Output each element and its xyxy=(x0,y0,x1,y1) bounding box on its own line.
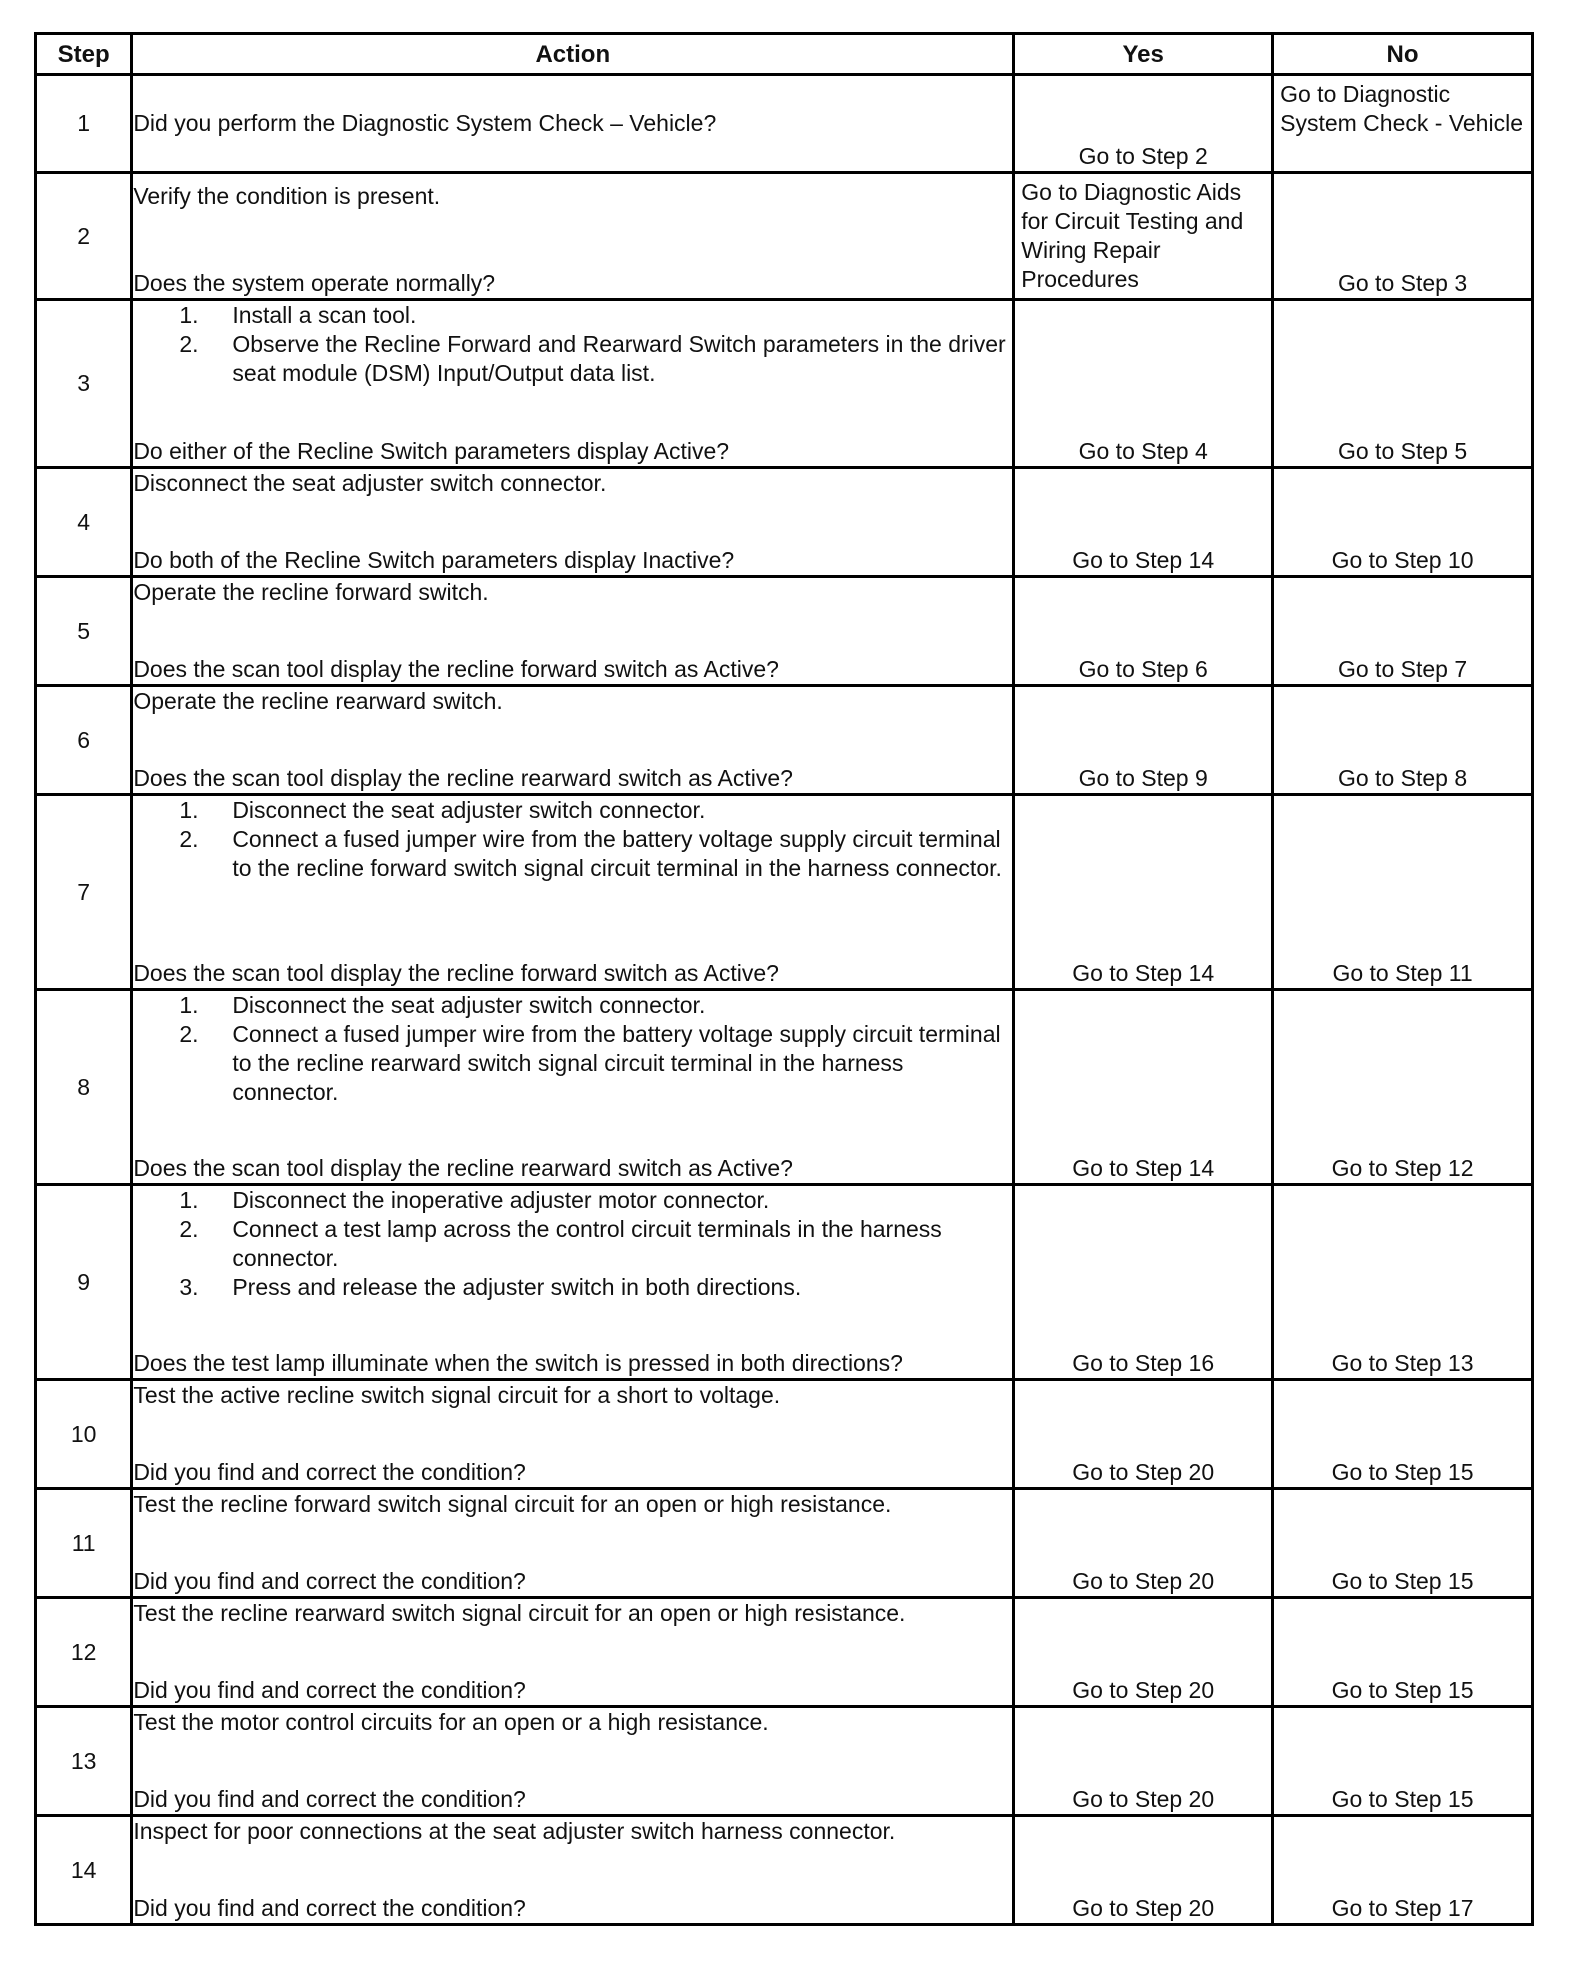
action-question: Do both of the Recline Switch parameters display Inactive? xyxy=(133,547,735,573)
no-cell: Go to Step 15 xyxy=(1273,1380,1533,1489)
yes-cell: Go to Step 6 xyxy=(1014,577,1273,686)
no-cell: Go to Step 10 xyxy=(1273,468,1533,577)
action-cell xyxy=(132,1185,1014,1380)
table-row xyxy=(36,1707,1533,1816)
header-row xyxy=(36,34,1533,75)
action-cell xyxy=(132,1598,1014,1707)
table-row xyxy=(36,686,1533,795)
step-number: 10 xyxy=(36,1380,132,1489)
yes-cell: Go to Step 20 xyxy=(1014,1380,1273,1489)
no-cell: Go to Diagnostic System Check - Vehicle xyxy=(1273,75,1533,173)
list-item: 3. Press and release the adjuster switch in both directions. xyxy=(179,1274,802,1300)
action-instruction: Test the active recline switch signal circuit for a short to voltage. xyxy=(133,1382,781,1408)
list-item: 2. Connect a test lamp across the control circuit terminals in the harness connector. xyxy=(179,1216,942,1271)
action-steps-list xyxy=(133,1186,1012,1302)
action-instruction: Operate the recline forward switch. xyxy=(133,579,489,605)
action-cell xyxy=(132,173,1014,300)
action-steps-list xyxy=(133,796,1012,883)
step-number: 7 xyxy=(36,795,132,990)
step-number: 12 xyxy=(36,1598,132,1707)
header-step: Step xyxy=(36,34,132,75)
yes-cell: Go to Step 16 xyxy=(1014,1185,1273,1380)
action-cell xyxy=(132,1707,1014,1816)
step-number: 9 xyxy=(36,1185,132,1380)
no-cell: Go to Step 15 xyxy=(1273,1707,1533,1816)
action-cell xyxy=(132,1816,1014,1925)
no-cell: Go to Step 15 xyxy=(1273,1489,1533,1598)
yes-cell: Go to Diagnostic Aids for Circuit Testing and Wiring Repair Procedures xyxy=(1014,173,1273,300)
action-instruction: Verify the condition is present. xyxy=(133,183,441,209)
action-question: Did you find and correct the condition? xyxy=(133,1568,526,1594)
no-cell: Go to Step 12 xyxy=(1273,990,1533,1185)
list-item: 2. Connect a fused jumper wire from the battery voltage supply circuit terminal to the recline rearward switch signal circuit terminal in the harness connector. xyxy=(179,1021,1001,1105)
list-item: 1. Disconnect the seat adjuster switch connector. xyxy=(179,992,706,1018)
action-instruction: Inspect for poor connections at the seat adjuster switch harness connector. xyxy=(133,1818,896,1844)
list-item: 2. Connect a fused jumper wire from the battery voltage supply circuit terminal to the recline forward switch signal circuit terminal in the harness connector. xyxy=(179,826,1002,881)
table-row xyxy=(36,468,1533,577)
no-cell: Go to Step 13 xyxy=(1273,1185,1533,1380)
no-cell: Go to Step 15 xyxy=(1273,1598,1533,1707)
step-number: 11 xyxy=(36,1489,132,1598)
table-row xyxy=(36,990,1533,1185)
yes-cell: Go to Step 2 xyxy=(1014,75,1273,173)
yes-cell: Go to Step 20 xyxy=(1014,1707,1273,1816)
yes-cell: Go to Step 9 xyxy=(1014,686,1273,795)
no-cell: Go to Step 7 xyxy=(1273,577,1533,686)
yes-cell: Go to Step 14 xyxy=(1014,795,1273,990)
table-row xyxy=(36,173,1533,300)
action-question: Does the test lamp illuminate when the switch is pressed in both directions? xyxy=(133,1350,903,1376)
no-cell: Go to Step 11 xyxy=(1273,795,1533,990)
table-row xyxy=(36,1380,1533,1489)
action-question: Did you find and correct the condition? xyxy=(133,1895,526,1921)
action-cell xyxy=(132,300,1014,468)
action-question: Does the scan tool display the recline forward switch as Active? xyxy=(133,656,779,682)
action-cell xyxy=(132,1489,1014,1598)
table-row xyxy=(36,75,1533,173)
yes-cell: Go to Step 20 xyxy=(1014,1598,1273,1707)
no-cell: Go to Step 17 xyxy=(1273,1816,1533,1925)
action-question: Does the scan tool display the recline forward switch as Active? xyxy=(133,960,779,986)
step-number: 5 xyxy=(36,577,132,686)
yes-cell: Go to Step 14 xyxy=(1014,468,1273,577)
table-row xyxy=(36,1598,1533,1707)
yes-cell: Go to Step 20 xyxy=(1014,1816,1273,1925)
step-number: 3 xyxy=(36,300,132,468)
table-row xyxy=(36,300,1533,468)
step-number: 1 xyxy=(36,75,132,173)
action-question: Did you perform the Diagnostic System Check – Vehicle? xyxy=(133,110,717,136)
action-cell xyxy=(132,75,1014,173)
action-instruction: Disconnect the seat adjuster switch connector. xyxy=(133,470,607,496)
action-cell xyxy=(132,686,1014,795)
action-question: Does the scan tool display the recline rearward switch as Active? xyxy=(133,765,793,791)
list-item: 1. Disconnect the seat adjuster switch connector. xyxy=(179,797,706,823)
list-item: 2. Observe the Recline Forward and Rearward Switch parameters in the driver seat module (DSM) Input/Output data list. xyxy=(179,331,1006,386)
action-instruction: Test the recline rearward switch signal circuit for an open or high resistance. xyxy=(133,1600,906,1626)
action-cell xyxy=(132,468,1014,577)
table-row xyxy=(36,1185,1533,1380)
action-cell xyxy=(132,577,1014,686)
step-number: 6 xyxy=(36,686,132,795)
step-number: 14 xyxy=(36,1816,132,1925)
step-number: 8 xyxy=(36,990,132,1185)
list-item: 1. Disconnect the inoperative adjuster motor connector. xyxy=(179,1187,770,1213)
no-cell: Go to Step 5 xyxy=(1273,300,1533,468)
step-number: 13 xyxy=(36,1707,132,1816)
table-row xyxy=(36,1816,1533,1925)
action-instruction: Test the motor control circuits for an open or a high resistance. xyxy=(133,1709,769,1735)
list-item: 1. Install a scan tool. xyxy=(179,302,417,328)
no-cell: Go to Step 8 xyxy=(1273,686,1533,795)
yes-cell: Go to Step 14 xyxy=(1014,990,1273,1185)
action-steps-list xyxy=(133,301,1012,388)
header-action: Action xyxy=(132,34,1014,75)
no-cell: Go to Step 3 xyxy=(1273,173,1533,300)
action-question: Do either of the Recline Switch parameters display Active? xyxy=(133,438,730,464)
action-cell xyxy=(132,795,1014,990)
action-question: Does the system operate normally? xyxy=(133,270,496,296)
step-number: 4 xyxy=(36,468,132,577)
table-row xyxy=(36,1489,1533,1598)
step-number: 2 xyxy=(36,173,132,300)
yes-cell: Go to Step 20 xyxy=(1014,1489,1273,1598)
action-instruction: Test the recline forward switch signal circuit for an open or high resistance. xyxy=(133,1491,892,1517)
diagnostic-table xyxy=(34,32,1534,1926)
table-row xyxy=(36,795,1533,990)
header-yes: Yes xyxy=(1014,34,1273,75)
table-row xyxy=(36,577,1533,686)
action-instruction: Operate the recline rearward switch. xyxy=(133,688,503,714)
action-question: Does the scan tool display the recline rearward switch as Active? xyxy=(133,1155,793,1181)
action-question: Did you find and correct the condition? xyxy=(133,1459,526,1485)
action-cell xyxy=(132,990,1014,1185)
action-question: Did you find and correct the condition? xyxy=(133,1677,526,1703)
header-no: No xyxy=(1273,34,1533,75)
yes-cell: Go to Step 4 xyxy=(1014,300,1273,468)
action-steps-list xyxy=(133,991,1012,1107)
action-question: Did you find and correct the condition? xyxy=(133,1786,526,1812)
action-cell xyxy=(132,1380,1014,1489)
